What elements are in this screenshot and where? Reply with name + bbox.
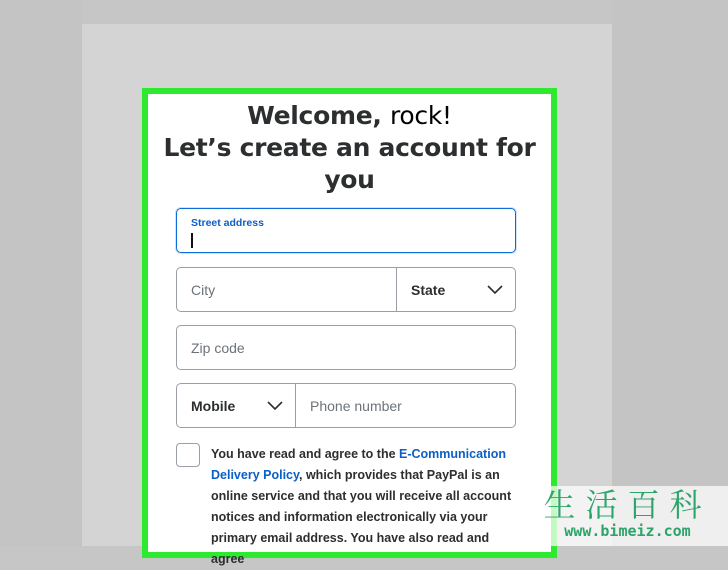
city-placeholder: City [191, 281, 216, 298]
greeting-prefix: Welcome, [247, 101, 390, 130]
watermark-logo: 生活百科 [543, 486, 712, 524]
phone-number-placeholder: Phone number [310, 397, 402, 414]
background-left [0, 0, 82, 546]
e-communication-policy-link[interactable]: E-Communication Delivery Policy [211, 447, 506, 482]
signup-form-card [142, 88, 557, 566]
phone-type-select[interactable] [176, 383, 296, 428]
greeting-name: rock! [389, 101, 452, 130]
page-title [148, 100, 551, 196]
background-right [612, 0, 728, 546]
consent-text [211, 444, 516, 570]
state-select[interactable] [396, 267, 516, 312]
page-subtitle: Let’s create an account for you [163, 133, 536, 194]
street-address-label: Street address [191, 217, 264, 229]
street-address-input[interactable] [176, 208, 516, 253]
watermark-url: www.bimeiz.com [564, 522, 691, 540]
zip-code-input[interactable] [176, 325, 516, 370]
chevron-down-icon [267, 401, 283, 411]
zip-code-placeholder: Zip code [191, 339, 245, 356]
phone-number-input[interactable] [295, 383, 516, 428]
consent-body: , which provides that PayPal is an online service and that you will receive all account notices and information electronically via your primary email address. You have also read and agree [211, 468, 512, 566]
consent-prefix: You have read and agree to the [211, 447, 400, 461]
city-input[interactable] [176, 267, 397, 312]
state-value: State [411, 281, 446, 298]
text-cursor [191, 233, 193, 248]
consent-checkbox[interactable] [176, 443, 200, 467]
phone-type-value: Mobile [191, 397, 236, 414]
watermark [527, 486, 728, 546]
chevron-down-icon [487, 285, 503, 295]
